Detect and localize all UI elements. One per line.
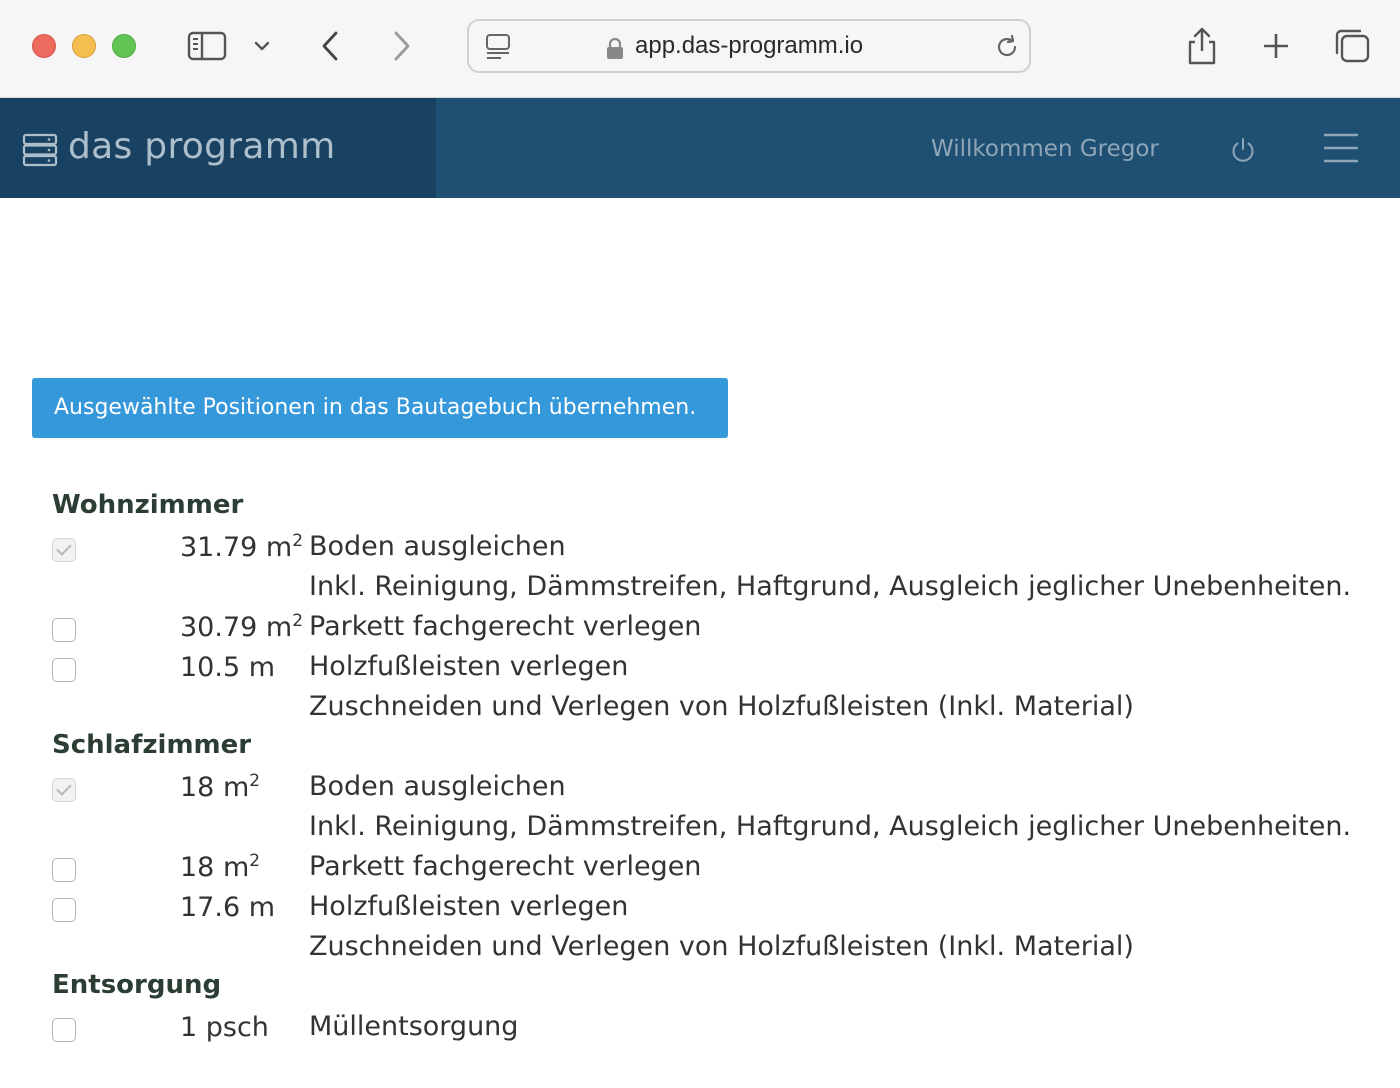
item-checkbox[interactable]: [52, 618, 76, 642]
item-checkbox[interactable]: [52, 898, 76, 922]
welcome-text: Willkommen Gregor: [931, 136, 1159, 162]
item-checkbox[interactable]: [52, 1018, 76, 1042]
item-quantity: 31.79 $m^2$: [180, 531, 304, 563]
reader-mode-icon[interactable]: [483, 32, 513, 66]
brand-name: das programm: [68, 126, 336, 167]
back-button[interactable]: [316, 24, 344, 68]
tabs-icon: [1332, 27, 1372, 65]
item-quantity: 30.79 $m^2$: [180, 611, 304, 643]
group-title-schlafzimmer: Schlafzimmer: [52, 730, 252, 760]
lock-icon: [605, 37, 625, 65]
chevron-down-icon: [254, 40, 270, 52]
new-tab-button[interactable]: [1258, 24, 1294, 68]
plus-icon: [1261, 31, 1291, 61]
close-window-button[interactable]: [32, 34, 56, 58]
app-header: [0, 98, 1400, 198]
reload-icon[interactable]: [993, 33, 1021, 65]
power-icon[interactable]: [1229, 136, 1257, 168]
item-title: Boden ausgleichen: [309, 531, 566, 562]
item-quantity: 17.6 m: [180, 892, 276, 923]
item-quantity: 18 $m^2$: [180, 771, 261, 803]
zoom-window-button[interactable]: [112, 34, 136, 58]
hamburger-menu-icon[interactable]: [1322, 132, 1360, 168]
tab-group-dropdown[interactable]: [252, 24, 272, 68]
chevron-left-icon: [320, 30, 340, 62]
item-title: Müllentsorgung: [309, 1011, 519, 1042]
item-checkbox[interactable]: [52, 858, 76, 882]
share-button[interactable]: [1184, 24, 1220, 68]
item-title: Parkett fachgerecht verlegen: [309, 851, 702, 882]
url-text: app.das-programm.io: [635, 32, 864, 59]
address-bar[interactable]: [467, 19, 1031, 73]
minimize-window-button[interactable]: [72, 34, 96, 58]
sidebar-toggle-button[interactable]: [186, 24, 228, 68]
tab-overview-button[interactable]: [1330, 24, 1374, 68]
item-quantity: 10.5 m: [180, 652, 276, 683]
item-note: Inkl. Reinigung, Dämmstreifen, Haftgrund, Ausgleich jeglicher Unebenheiten.: [309, 811, 1352, 842]
transfer-to-diary-button[interactable]: Ausgewählte Positionen in das Bautagebuch übernehmen.: [32, 378, 728, 438]
group-title-wohnzimmer: Wohnzimmer: [52, 490, 244, 520]
item-checkbox[interactable]: [52, 538, 76, 562]
item-quantity: 18 $m^2$: [180, 851, 261, 883]
forward-button[interactable]: [388, 24, 416, 68]
item-title: Boden ausgleichen: [309, 771, 566, 802]
share-icon: [1185, 26, 1219, 66]
item-checkbox[interactable]: [52, 778, 76, 802]
chevron-right-icon: [392, 30, 412, 62]
group-title-entsorgung: Entsorgung: [52, 970, 222, 1000]
item-title: Holzfußleisten verlegen: [309, 651, 629, 682]
item-quantity: 1 psch: [180, 1012, 269, 1043]
brand[interactable]: [0, 98, 436, 198]
item-note: Zuschneiden und Verlegen von Holzfußleisten (Inkl. Material): [309, 931, 1134, 962]
item-checkbox[interactable]: [52, 658, 76, 682]
server-icon: [22, 133, 58, 171]
item-title: Parkett fachgerecht verlegen: [309, 611, 702, 642]
browser-toolbar: [0, 0, 1400, 98]
item-title: Holzfußleisten verlegen: [309, 891, 629, 922]
item-note: Zuschneiden und Verlegen von Holzfußleisten (Inkl. Material): [309, 691, 1134, 722]
sidebar-icon: [187, 30, 227, 62]
item-note: Inkl. Reinigung, Dämmstreifen, Haftgrund, Ausgleich jeglicher Unebenheiten.: [309, 571, 1352, 602]
